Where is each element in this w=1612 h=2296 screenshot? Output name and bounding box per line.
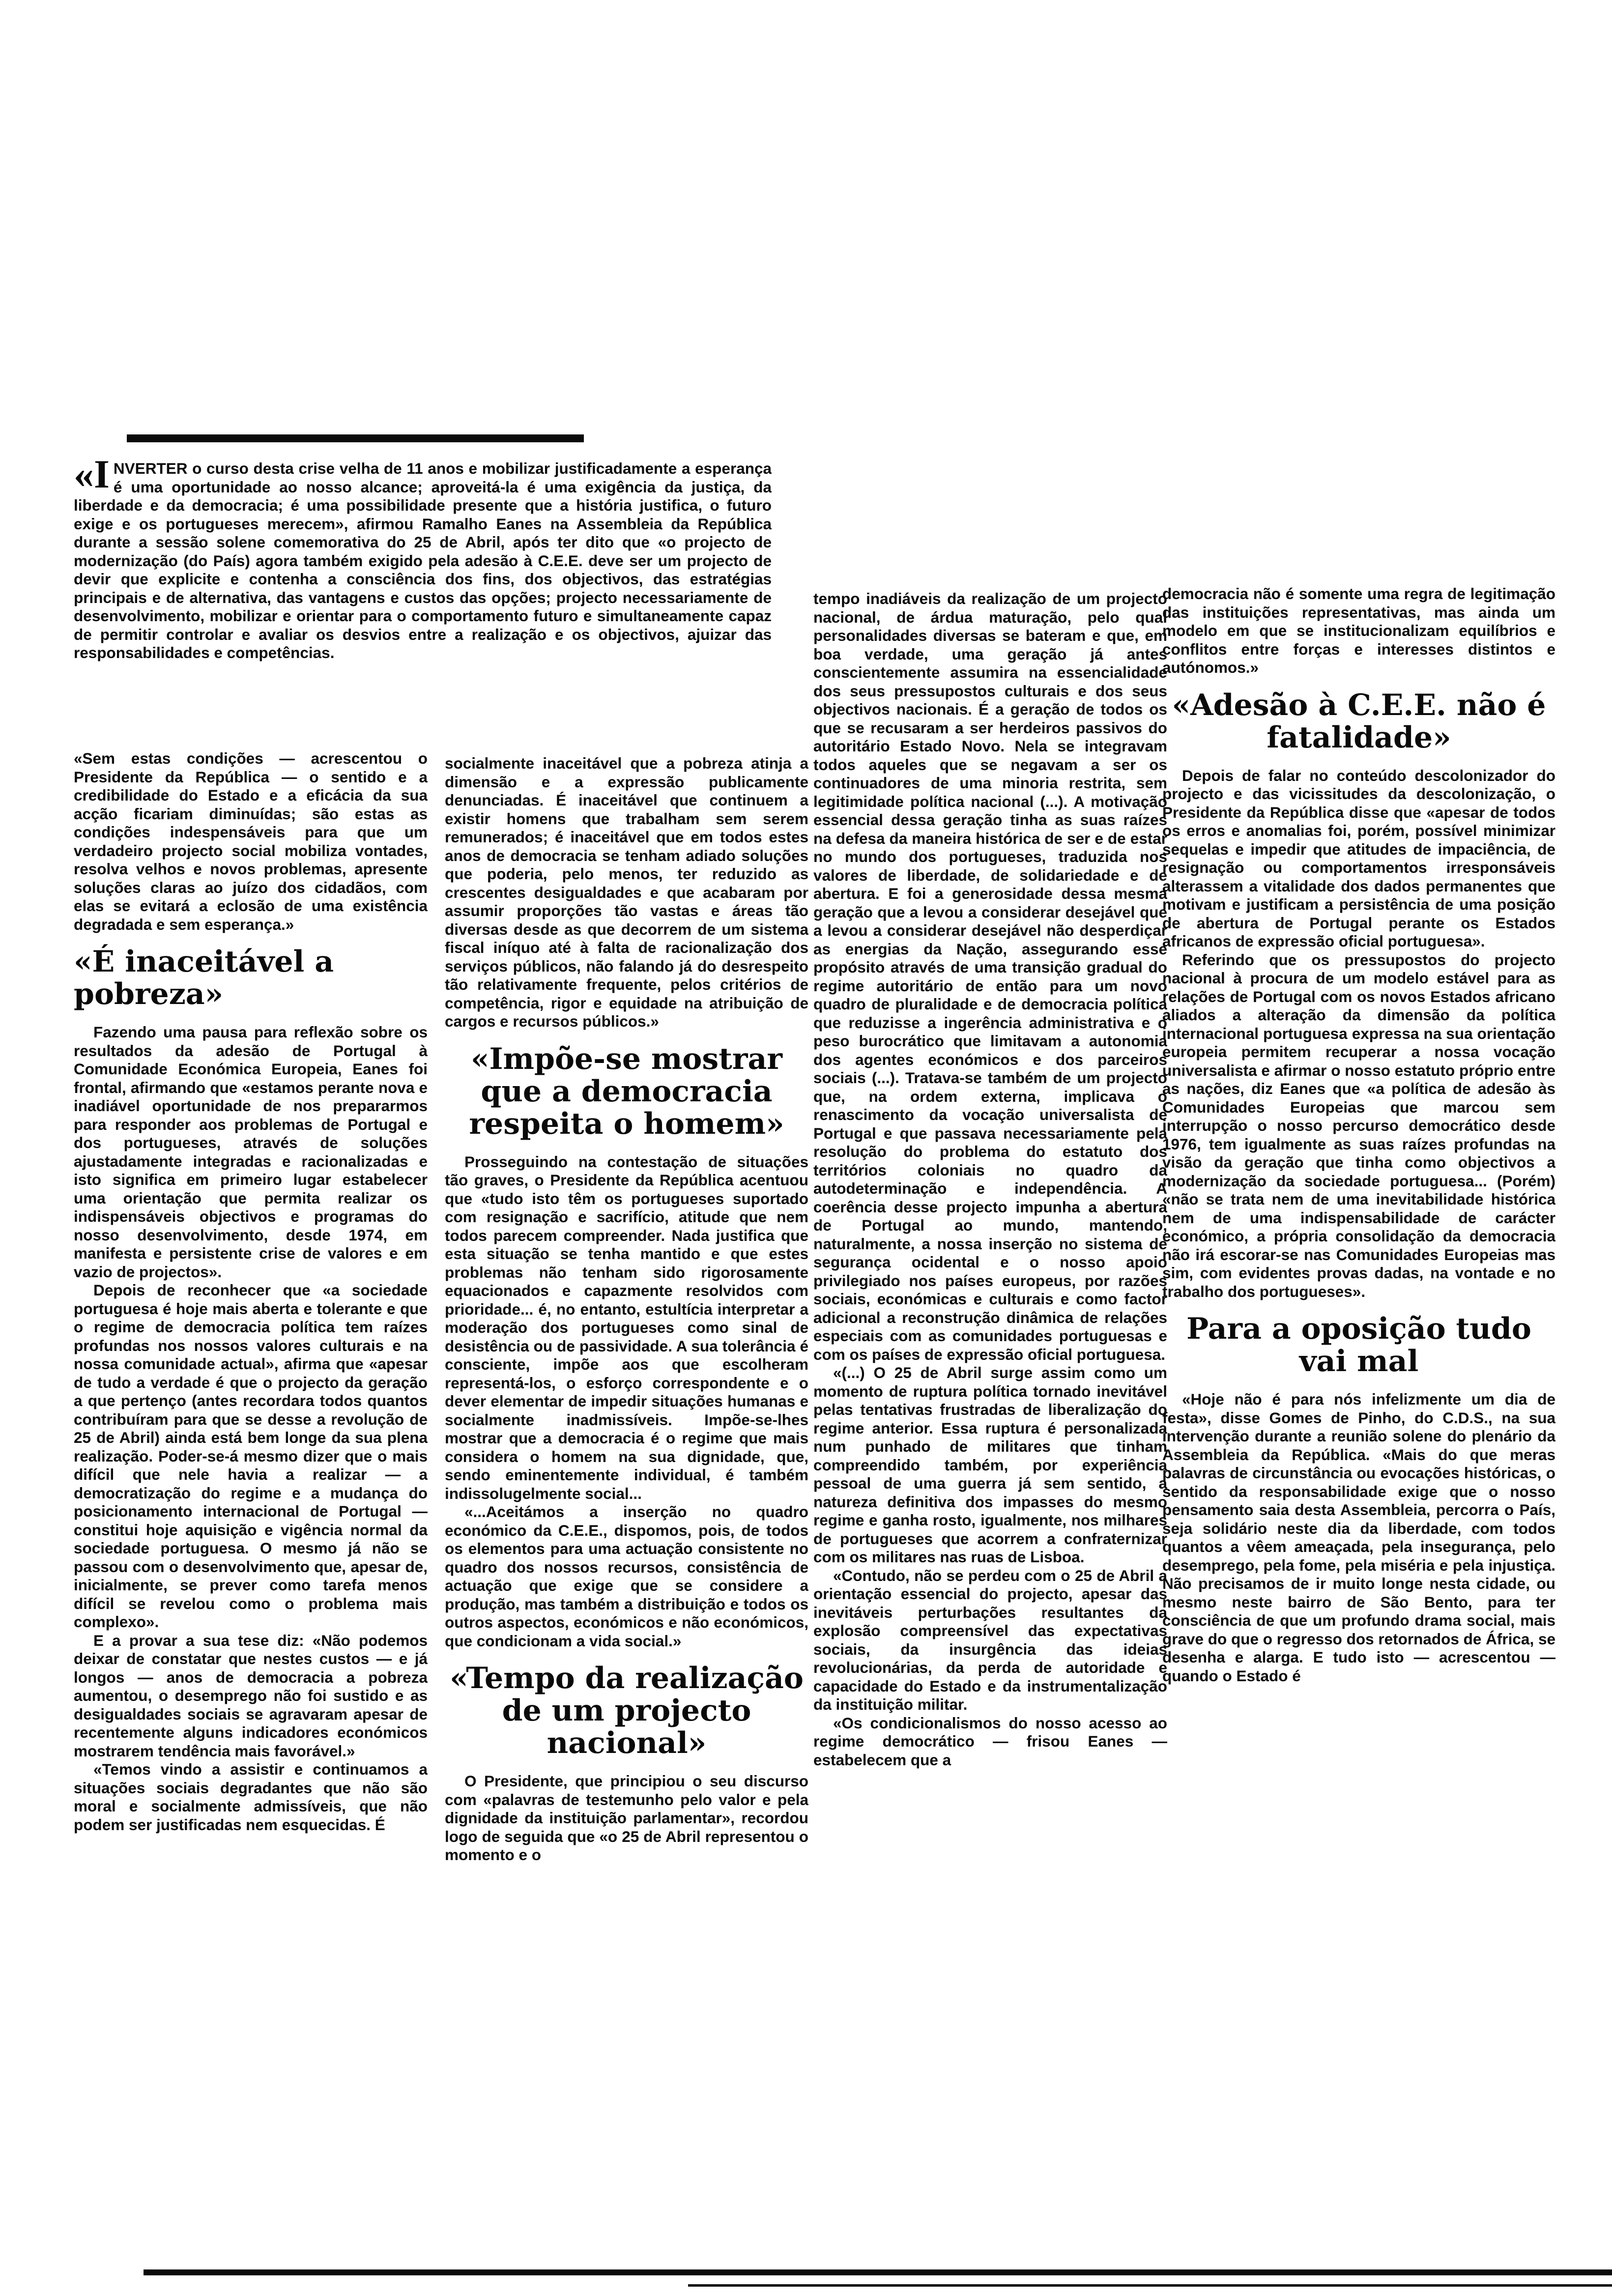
col1-paragraph-3: Depois de reconhecer que «a sociedade portuguesa é hoje mais aberta e tolerante e que o regime de democracia política tem raízes profundas nos nossos valores culturais e na nossa comunidade actual», afirma que «apesar de tudo a verdade é que o projecto da geração a que pertenço (antes recordara todos quantos contribuíram para que se desse a revolução de 25 de Abril) ainda está bem longe da sua plena realização. Poder-se-á mesmo dizer que o mais difícil que nele havia a realizar — a democratização do regime e a mudança do posicionamento internacional de Portugal — constitui hoje aquisição e vigência normal da sociedade portuguesa. O mesmo já não se passou com o desenvolvimento que, apesar de, inicialmente, se prever como tarefa menos difícil se revelou como o problema mais complexo». xyxy=(74,1281,428,1631)
lead-open-quote: «I xyxy=(74,459,110,496)
headline-inaceitavel-pobreza: «É inaceitável a pobreza» xyxy=(74,945,334,1011)
col2-paragraph-3: «...Aceitámos a inserção no quadro económico da C.E.E., dispomos, pois, de todos os elementos para uma actuação consistente no quadro dos nossos recursos, consistência de actuação que exige que se considere a produção, mas também a distribuição e todos os outros aspectos, económicos e não económicos, que condicionam a vida social.» xyxy=(445,1503,808,1650)
col3-paragraph-3: «Contudo, não se perdeu com o 25 de Abril a orientação essencial do projecto, apesar das inevitáveis perturbações resultantes da explosão compreensível das expectativas sociais, da insurgência das ideias revolucionárias, da perda de autoridade e capacidade do Estado e da instrumentalização da instituição militar. xyxy=(813,1566,1167,1713)
headline-oposicao: Para a oposição tudo vai mal xyxy=(1186,1312,1531,1378)
col3-paragraph-1: tempo inadiáveis da realização de um projecto nacional, de árdua maturação, pelo qual personalidades diversas se bateram e que, em boa verdade, uma geração já antes conscientemente assumira na essencialidade dos seus pressupostos culturais e dos seus objectivos nacionais. É a geração de todos os que se recusaram a ser herdeiros passivos do autoritário Estado Novo. Nela se integravam todos aqueles que se negavam a ser os continuadores de uma minoria restrita, sem legitimidade política nacional (...). A motivação essencial dessa geração tinha as suas raízes na defesa da maneira histórica de ser e de estar no mundo dos portugueses, traduzida nos valores de liberdade, de solidariedade e de abertura. E foi a generosidade dessa mesma geração que a levou a considerar desejável que a levou a considerar desejável não desperdiçar as energias da Nação, assegurando esse propósito através de uma transição gradual do regime autoritário de então para um novo quadro de pluralidade e de democracia política que reduzisse a ingerência administrativa e o peso burocrático que limitavam a autonomia dos agentes económicos e dos parceiros sociais (...). Tratava-se também de um projecto que, na ordem externa, implicava o renascimento da vocação universalista de Portugal e que passava necessariamente pela resolução do problema do estatuto dos territórios coloniais no quadro da autodeterminação e independência. A coerência desse projecto impunha a abertura de Portugal ao mundo, mantendo, naturalmente, a nossa inserção no sistema de segurança ocidental e o nosso apoio privilegiado nos países europeus, por razões sociais, económicas e culturais e como factor adicional a reconstrução dinâmica de relações especiais com as comunidades portuguesas e com os países de expressão oficial portuguesa. xyxy=(813,590,1167,1363)
bottom-rule-thin xyxy=(688,2284,1612,2287)
col1-paragraph-5: «Temos vindo a assistir e continuamos a situações sociais degradantes que não são moral e socialmente admissíveis, que não podem ser justificadas nem esquecidas. É xyxy=(74,1760,428,1834)
col4-paragraph-2: Depois de falar no conteúdo descolonizador do projecto e das vicissitudes da descolonização, o Presidente da República disse que «apesar de todos os erros e anomalias foi, porém, possível minimizar sequelas e impedir que atitudes de impaciência, de resignação ou comportamentos irresponsáveis alterassem a vitalidade dos dados permanentes que motivam e justificam a persistência de uma posição de abertura de Portugal perante os Estados africanos de expressão oficial portuguesa». xyxy=(1162,766,1555,950)
col3-paragraph-2: «(...) O 25 de Abril surge assim como um momento de ruptura política tornado inevitável pelas tentativas frustradas de liberalização do regime anterior. Essa ruptura é personalizada num punhado de militares que tinham compreendido também, por experiência pessoal de uma guerra já sem sentido, a natureza definitiva dos impasses do mesmo regime e ganha rosto, igualmente, nos milhares de portugueses que acorrem a confraternizar com os militares nas ruas de Lisboa. xyxy=(813,1364,1167,1566)
headline-impoe-se-mostrar: «Impõe-se mostrar que a democracia respeita o homem» xyxy=(469,1041,784,1141)
col4-paragraph-3: Referindo que os pressupostos do projecto nacional à procura de um modelo estável para as relações de Portugal com os novos Estados africano aliados a alteração da dimensão da política internacional portuguesa expressa na sua orientação europeia permitem recuperar a nossa vocação universalista e afirmar o nosso estatuto próprio entre as nações, diz Eanes que «a política de adesão às Comunidades Europeias que marcou sem interrupção o nosso percurso democrático desde 1976, tem igualmente as suas raízes profundas na visão da geração que tinha como objectivos a modernização da sociedade portuguesa... (Porém) «não se trata nem de uma inevitabilidade histórica nem de uma indispensabilidade de carácter económico, a própria consolidação da democracia não irá escorar-se nas Comunidades Europeias mas sim, com evidentes provas dadas, na vontade e no trabalho dos portugueses». xyxy=(1162,950,1555,1300)
lead-text: NVERTER o curso desta crise velha de 11 anos e mobilizar justificadamente a esperança é uma oportunidade ao nosso alcance; aproveitá-la é uma exigência da justiça, da liberdade e da democracia; é uma possibilidade presente que a história justifica, o futuro exige e os portugueses merecem», afirmou Ramalho Eanes na Assembleia da República durante a sessão solene comemorativa do 25 de Abril, após ter dito que «o projecto de modernização (do País) agora também exigido pela adesão à C.E.E. deve ser um projecto de devir que explicite e contenha a consciência dos fins, dos objectivos, das estratégias principais e de alternativa, das vantagens e custos das opções; projecto necessariamente de desenvolvimento, mobilizar e orientar para o comportamento futuro e simultaneamente capaz de permitir controlar e avaliar os desvios entre a realização e os objectivos, ajuizar das responsabilidades e competências. xyxy=(74,459,772,661)
col1-paragraph-1: «Sem estas condições — acrescentou o Presidente da República — o sentido e a credibilidade do Estado e a eficácia da sua acção ficariam diminuídas; são estas as condições indespensáveis para que um verdadeiro projecto social mobiliza vontades, resolva velhos e novos problemas, apresente soluções claras ao juízo dos cidadãos, com elas se evitará a eclosão de uma existência degradada e sem esperança.» xyxy=(74,749,428,933)
col4-paragraph-1: democracia não é somente uma regra de legitimação das instituições representativas, mas ainda um modelo em que se institucionalizam equilíbrios e conflitos entre forças e interesses distintos e autónomos.» xyxy=(1162,585,1555,676)
headline-adesao-cee: «Adesão à C.E.E. não é fatalidade» xyxy=(1172,688,1546,755)
top-rule xyxy=(127,434,584,442)
col1-paragraph-2: Fazendo uma pausa para reflexão sobre os resultados da adesão de Portugal à Comunidade Económica Europeia, Eanes foi frontal, afirmando que «estamos perante nova e inadiável oportunidade de nos prepararmos para responder aos problemas de Portugal e dos portugueses, através de soluções ajustadamente integradas e racionalizadas e isto significa em primeiro lugar estabelecer uma orientação que permita realizar os indispensáveis objectivos e programas do nosso desenvolvimento, desde 1974, em manifesta e persistente crise de valores e em vazio de projectos». xyxy=(74,1023,428,1281)
column-1 xyxy=(74,749,428,2268)
column-4 xyxy=(1162,585,1555,2268)
col2-paragraph-4: O Presidente, que principiou o seu discurso com «palavras de testemunho pelo valor e pela dignidade da instituição parlamentar», recordou logo de seguida que «o 25 de Abril representou o momento e o xyxy=(445,1772,808,1864)
col2-paragraph-1: socialmente inaceitável que a pobreza atinja a dimensão e a expressão publicamente denunciadas. É inaceitável que continuem a existir homens que trabalham sem serem remunerados; é inaceitável que em todos estes anos de democracia se tenham adiado soluções que poderia, pelo menos, ter reduzido as crescentes desigualdades e que acabaram por assumir proporções tão vastas e áreas tão diversas desde as que decorrem de um sistema fiscal iníquo até à falta de racionalização dos serviços públicos, não falando já do desrespeito tão relativamente frequente, pelos critérios de competência, rigor e equidade na atribuição de cargos e recursos públicos.» xyxy=(445,754,808,1030)
headline-tempo-realizacao: «Tempo da realização de um projecto nacional» xyxy=(450,1661,804,1760)
col4-paragraph-4: «Hoje não é para nós infelizmente um dia de festa», disse Gomes de Pinho, do C.D.S., na sua intervenção durante a reunião solene do plenário da Assembleia da República. «Mais do que meras palavras de circunstância ou evocações históricas, o sentido da responsabilidade exige que o nosso pensamento saia desta Assembleia, percorra o País, seja solidário neste dia da liberdade, com todos quantos a vêem ameaçada, pela insegurança, pelo desemprego, pela fome, pela miséria e pela injustiça. Não precisamos de ir muito longe nesta cidade, ou mesmo neste bairro de São Bento, para ter consciência de que um profundo drama social, mais grave do que o regresso dos retornados de África, se desenha e alarga. E tudo isto — acrescentou — quando o Estado é xyxy=(1162,1390,1555,1685)
lead-paragraph xyxy=(74,459,772,662)
col2-paragraph-2: Prosseguindo na contestação de situações tão graves, o Presidente da República acentuou que «tudo isto têm os portugueses suportado com resignação e sacrifício, atitude que nem todos parecem compreender. Nada justifica que esta situação se tenha mantido e que estes problemas não tenham sido rigorosamente equacionados e capazmente resolvidos com prioridade... é, no entanto, estultícia interpretar a moderação dos portugueses como sinal de desistência ou de passividade. A sua tolerância é consciente, impõe aos que escolheram representá-los, o esforço correspondente e o dever elementar de impedir situações humanas e socialmente inadmissíveis. Impõe-se-lhes mostrar que a democracia é o regime que mais considera o homem na sua dignidade, que, sendo eminentemente individual, é também indissolugelmente social... xyxy=(445,1152,808,1502)
bottom-rule xyxy=(144,2269,1612,2275)
col3-paragraph-4: «Os condicionalismos do nosso acesso ao regime democrático — frisou Eanes — estabelecem que a xyxy=(813,1714,1167,1769)
col1-paragraph-4: E a provar a sua tese diz: «Não podemos deixar de constatar que nestes custos — e já longos — anos de democracia a pobreza aumentou, o desemprego não foi sustido e as desigualdades sociais se agravaram apesar de recentemente alguns indicadores económicos mostrarem tendência mais favorável.» xyxy=(74,1631,428,1760)
column-3 xyxy=(813,590,1167,2268)
column-2 xyxy=(445,754,808,2268)
